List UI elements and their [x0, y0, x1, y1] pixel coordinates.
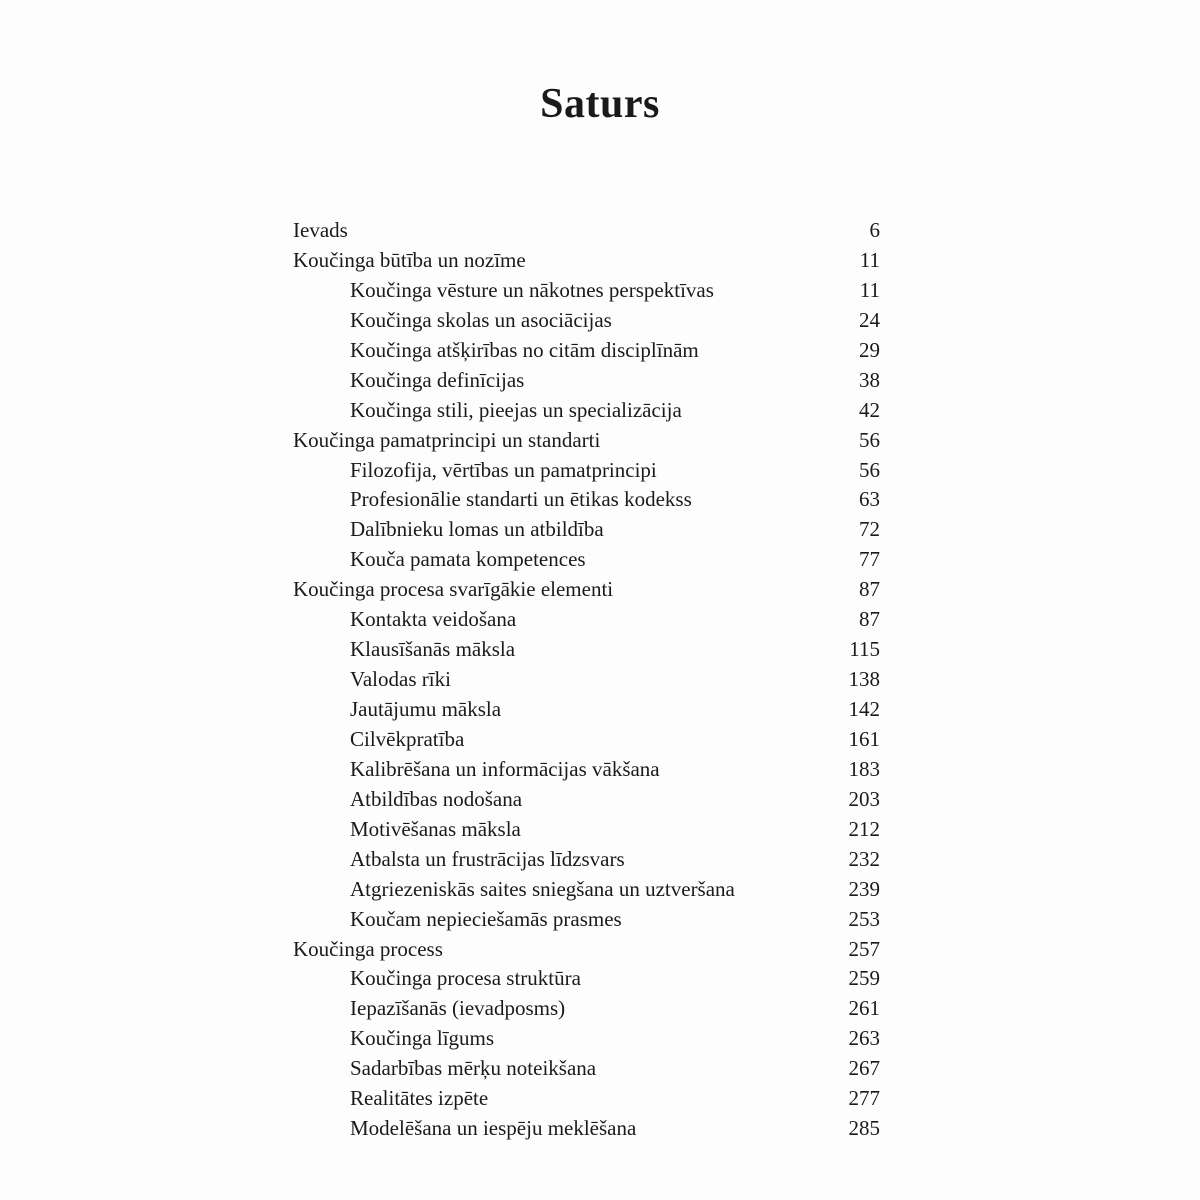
page-title: Saturs: [540, 81, 660, 128]
toc-entry-label: Motivēšanas māksla: [350, 816, 521, 841]
toc-entry-label: Valodas rīki: [350, 667, 451, 692]
toc-entry-page-number: 138: [848, 667, 880, 692]
toc-entry-label: Koučinga pamatprincipi un standarti: [293, 427, 601, 452]
toc-entry[interactable]: [293, 605, 880, 635]
toc-entry-page-number: 257: [848, 936, 880, 961]
toc-entry[interactable]: [293, 1114, 880, 1144]
toc-entry-page-number: 259: [848, 966, 880, 991]
toc-entry-label: Dalībnieku lomas un atbildība: [350, 517, 604, 542]
toc-entry-label: Atbalsta un frustrācijas līdzsvars: [350, 846, 625, 871]
toc-entry-page-number: 183: [848, 756, 880, 781]
toc-entry-label: Cilvēkpratība: [350, 726, 465, 751]
toc-entry[interactable]: [293, 845, 880, 875]
toc-entry[interactable]: [293, 366, 880, 396]
toc-entry-label: Koučinga līgums: [350, 1026, 495, 1051]
toc-entry[interactable]: [293, 1054, 880, 1084]
toc-entry-page-number: 285: [848, 1116, 880, 1141]
toc-entry-label: Koučinga process: [293, 936, 443, 961]
toc-entry-page-number: 87: [859, 577, 880, 602]
toc-entry-label: Modelēšana un iespēju meklēšana: [350, 1116, 637, 1141]
toc-entry-page-number: 63: [859, 487, 880, 512]
toc-entry-label: Koučinga procesa struktūra: [350, 966, 581, 991]
toc-entry-label: Ievads: [293, 218, 348, 242]
toc-list: [293, 216, 880, 1144]
toc-entry[interactable]: [293, 635, 880, 665]
toc-entry-page-number: 38: [859, 367, 880, 392]
toc-entry-label: Kontakta veidošana: [350, 607, 517, 632]
toc-entry[interactable]: [293, 755, 880, 785]
toc-entry-page-number: 29: [859, 337, 880, 362]
toc-entry-page-number: 203: [848, 786, 880, 811]
toc-entry[interactable]: [293, 1084, 880, 1114]
toc-entry-page-number: 115: [849, 637, 880, 662]
toc-entry-page-number: 72: [859, 517, 880, 542]
toc-entry-label: Koučinga skolas un asociācijas: [350, 307, 612, 332]
toc-entry-label: Koučam nepieciešamās prasmes: [350, 906, 622, 931]
toc-entry[interactable]: [293, 336, 880, 366]
toc-entry-page-number: 253: [848, 906, 880, 931]
toc-entry[interactable]: [293, 1024, 880, 1054]
toc-entry-page-number: 267: [848, 1056, 880, 1081]
toc-entry-page-number: 6: [869, 218, 880, 242]
toc-entry-page-number: 142: [848, 697, 880, 721]
toc-entry-label: Koučinga atšķirības no citām disciplīnām: [350, 337, 699, 362]
toc-entry[interactable]: [293, 875, 880, 905]
toc-entry[interactable]: [293, 306, 880, 336]
toc-entry[interactable]: [293, 785, 880, 815]
toc-entry-label: Koučinga procesa svarīgākie elementi: [293, 577, 614, 602]
toc-entry-label: Jautājumu māksla: [350, 697, 502, 721]
toc-entry[interactable]: [293, 575, 880, 605]
toc-entry-label: Koučinga definīcijas: [350, 367, 525, 392]
toc-entry[interactable]: [293, 725, 880, 755]
toc-entry-label: Koučinga stili, pieejas un specializācija: [350, 397, 682, 422]
toc-entry[interactable]: [293, 905, 880, 935]
toc-entry[interactable]: [293, 994, 880, 1024]
toc-entry-label: Klausīšanās māksla: [350, 637, 516, 662]
toc-entry[interactable]: [293, 695, 880, 725]
toc-entry-page-number: 42: [859, 397, 880, 422]
toc-entry-label: Atgriezeniskās saites sniegšana un uztveršana: [350, 876, 735, 901]
toc-entry-page-number: 56: [859, 427, 880, 452]
toc-entry[interactable]: [293, 396, 880, 426]
toc-entry[interactable]: [293, 216, 880, 246]
toc-entry[interactable]: [293, 815, 880, 845]
toc-entry-page-number: 232: [848, 846, 880, 871]
toc-entry-label: Koučinga būtība un nozīme: [293, 247, 526, 272]
toc-entry[interactable]: [293, 276, 880, 306]
toc-entry-page-number: 11: [859, 277, 880, 302]
toc-entry-label: Realitātes izpēte: [350, 1086, 489, 1111]
toc-entry-label: Atbildības nodošana: [350, 786, 523, 811]
toc-entry-page-number: 239: [848, 876, 880, 901]
toc-entry[interactable]: [293, 456, 880, 486]
toc-entry-label: Koučinga vēsture un nākotnes perspektīvas: [350, 277, 714, 302]
toc-entry[interactable]: [293, 515, 880, 545]
toc-entry[interactable]: [293, 545, 880, 575]
toc-entry-label: Kalibrēšana un informācijas vākšana: [350, 756, 660, 781]
toc-entry-page-number: 277: [848, 1086, 880, 1111]
toc-entry-label: Sadarbības mērķu noteikšana: [350, 1056, 597, 1081]
toc-entry-label: Filozofija, vērtības un pamatprincipi: [350, 457, 657, 482]
toc-entry-label: Iepazīšanās (ievadposms): [350, 996, 566, 1021]
toc-entry[interactable]: [293, 485, 880, 515]
toc-entry-page-number: 212: [848, 816, 880, 841]
toc-entry-label: Profesionālie standarti un ētikas kodekss: [350, 487, 692, 512]
toc-entry-page-number: 87: [859, 607, 880, 632]
toc-entry[interactable]: [293, 665, 880, 695]
toc-entry[interactable]: [293, 964, 880, 994]
toc-entry-page-number: 161: [848, 726, 880, 751]
toc-entry-page-number: 261: [848, 996, 880, 1021]
toc-entry-label: Kouča pamata kompetences: [350, 547, 586, 572]
toc-entry-page-number: 56: [859, 457, 880, 482]
toc-entry-page-number: 263: [848, 1026, 880, 1051]
toc-entry-page-number: 11: [859, 247, 880, 272]
toc-entry[interactable]: [293, 935, 880, 965]
toc-entry-page-number: 77: [859, 547, 880, 572]
toc-entry[interactable]: [293, 246, 880, 276]
toc-entry[interactable]: [293, 426, 880, 456]
toc-entry-page-number: 24: [859, 307, 880, 332]
